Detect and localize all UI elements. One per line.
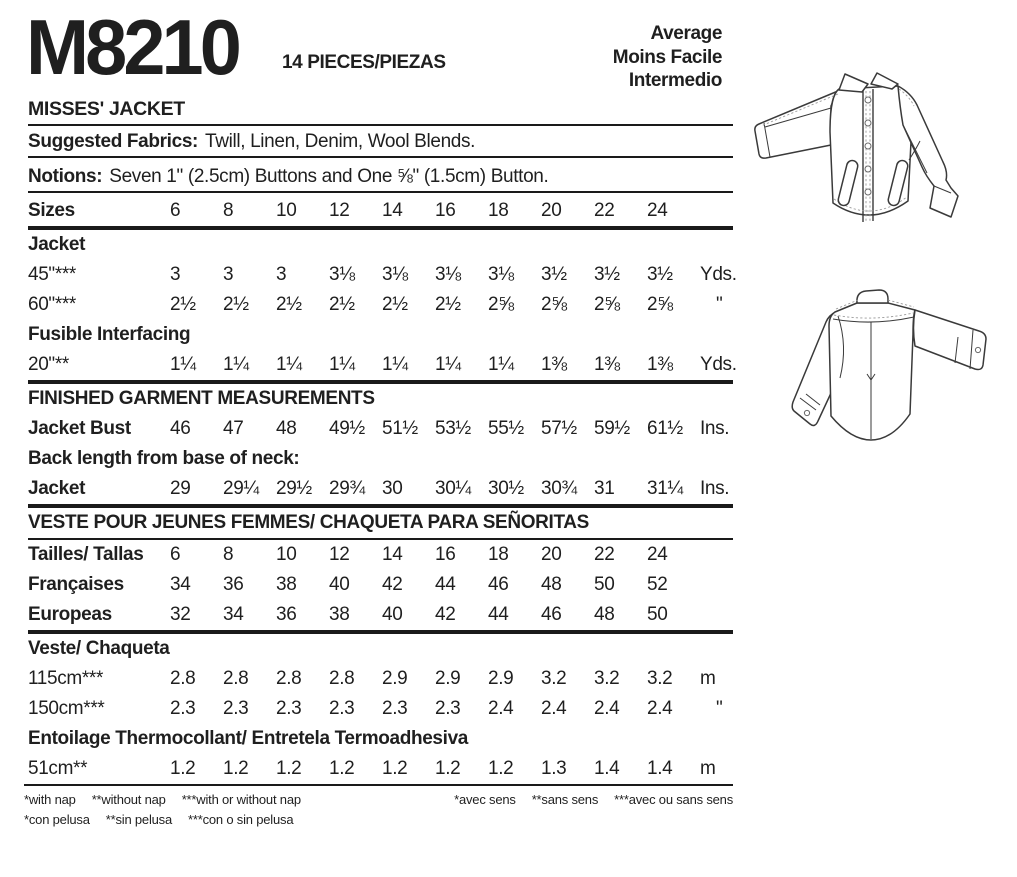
table-section-row <box>28 384 733 414</box>
table-row-label: 60"*** <box>28 294 76 315</box>
table-cell: 22 <box>594 200 615 221</box>
table-cell: 1.2 <box>170 758 196 779</box>
table-unit-cell: m <box>700 668 716 689</box>
table-data-row <box>28 350 737 384</box>
table-cell: 57½ <box>541 418 577 439</box>
table-cell: 6 <box>170 200 181 221</box>
table-cell: 36 <box>223 574 244 595</box>
table-data-row <box>28 600 733 634</box>
table-cell: 1¼ <box>382 354 408 375</box>
jacket-back-illustration <box>776 286 996 446</box>
table-cell: 1¼ <box>223 354 249 375</box>
table-cell: 3 <box>223 264 234 285</box>
table-cell: 30¼ <box>435 478 471 499</box>
table-cell: 52 <box>647 574 668 595</box>
table-cell: 40 <box>382 604 403 625</box>
table-cell: 3.2 <box>647 668 673 689</box>
table-section-row <box>28 320 733 350</box>
table-row-label: Tailles/ Tallas <box>28 544 144 565</box>
footnote-item: ***con o sin pelusa <box>188 812 294 827</box>
table-row-label: Jacket <box>28 478 86 499</box>
table-cell: 51½ <box>382 418 418 439</box>
notions-line <box>28 161 733 193</box>
table-cell: 2.8 <box>329 668 355 689</box>
table-cell: 2.3 <box>329 698 355 719</box>
table-cell: 1¼ <box>276 354 302 375</box>
table-row-label: 45"*** <box>28 264 76 285</box>
table-section-label: Entoilage Thermocollant/ Entretela Termoadhesiva <box>28 728 469 749</box>
table-row-label: 150cm*** <box>28 698 105 719</box>
table-cell: 47 <box>223 418 244 439</box>
table-unit-cell: m <box>700 758 716 779</box>
table-cell: 48 <box>276 418 297 439</box>
table-section-row <box>28 508 733 540</box>
size-table <box>28 196 737 784</box>
table-data-row <box>28 694 733 724</box>
table-cell: 1.2 <box>488 758 514 779</box>
table-cell: 2⅝ <box>594 294 620 315</box>
table-data-row <box>28 540 733 570</box>
table-section-row <box>28 444 733 474</box>
table-data-row <box>28 196 733 230</box>
fabrics-text: Twill, Linen, Denim, Wool Blends. <box>205 131 476 152</box>
table-cell: 29¾ <box>329 478 365 499</box>
table-cell: 49½ <box>329 418 365 439</box>
difficulty-line-en: Average <box>650 23 722 44</box>
table-data-row <box>28 570 733 600</box>
table-cell: 3½ <box>594 264 620 285</box>
footnote-item: *avec sens <box>454 792 516 807</box>
table-cell: 2.8 <box>170 668 196 689</box>
table-cell: 36 <box>276 604 297 625</box>
table-data-row <box>28 414 733 444</box>
table-cell: 3⅛ <box>382 264 408 285</box>
table-cell: 3 <box>276 264 287 285</box>
difficulty-rating <box>613 22 722 93</box>
table-cell: 10 <box>276 200 297 221</box>
table-cell: 1.2 <box>435 758 461 779</box>
table-cell: 1¼ <box>329 354 355 375</box>
table-cell: 48 <box>594 604 615 625</box>
table-cell: 24 <box>647 544 668 565</box>
table-section-label: Back length from base of neck: <box>28 448 300 469</box>
table-cell: 1.4 <box>647 758 673 779</box>
table-cell: 44 <box>488 604 509 625</box>
table-cell: 2⅝ <box>541 294 567 315</box>
table-cell: 1.3 <box>541 758 567 779</box>
footnote-item: *with nap <box>24 792 76 807</box>
table-cell: 2½ <box>223 294 249 315</box>
table-cell: 2.3 <box>435 698 461 719</box>
table-cell: 6 <box>170 544 181 565</box>
table-cell: 50 <box>594 574 615 595</box>
table-cell: 48 <box>541 574 562 595</box>
notions-text: Seven 1" (2.5cm) Buttons and One ⅝" (1.5cm) Button. <box>109 166 549 187</box>
table-cell: 2.3 <box>223 698 249 719</box>
table-section-row <box>28 230 733 260</box>
table-row-label: 20"** <box>28 354 69 375</box>
table-cell: 24 <box>647 200 668 221</box>
table-cell: 1⅜ <box>647 354 673 375</box>
table-row-label: 51cm** <box>28 758 88 779</box>
table-cell: 3 <box>170 264 181 285</box>
garment-title-line <box>28 94 733 126</box>
jacket-back-line-art-icon <box>776 286 996 446</box>
table-section-label: Fusible Interfacing <box>28 324 191 345</box>
difficulty-line-es: Intermedio <box>628 70 722 91</box>
footnote-item: **sans sens <box>531 792 599 807</box>
table-cell: 31¼ <box>647 478 683 499</box>
table-cell: 2½ <box>276 294 302 315</box>
table-cell: 22 <box>594 544 615 565</box>
table-cell: 42 <box>435 604 456 625</box>
table-unit-cell: Ins. <box>700 418 730 439</box>
table-row-label: 115cm*** <box>28 668 103 689</box>
pieces-count-label: 14 PIECES/PIEZAS <box>282 52 446 73</box>
pattern-number: M8210 <box>26 3 238 91</box>
table-cell: 2.3 <box>170 698 196 719</box>
table-cell: 18 <box>488 544 509 565</box>
table-cell: 61½ <box>647 418 683 439</box>
difficulty-line-fr: Moins Facile <box>612 46 722 68</box>
footnote-item: ***avec ou sans sens <box>614 792 733 807</box>
table-cell: 42 <box>382 574 403 595</box>
table-row-label: Sizes <box>28 200 75 221</box>
table-section-label: FINISHED GARMENT MEASUREMENTS <box>28 388 375 409</box>
table-cell: 29¼ <box>223 478 259 499</box>
table-cell: 1¼ <box>170 354 196 375</box>
table-cell: 2.4 <box>647 698 673 719</box>
table-section-row <box>28 724 733 754</box>
table-cell: 2⅝ <box>488 294 514 315</box>
table-row-label: Jacket Bust <box>28 418 131 439</box>
table-cell: 46 <box>488 574 509 595</box>
table-cell: 2.8 <box>223 668 249 689</box>
table-cell: 3½ <box>541 264 567 285</box>
table-cell: 34 <box>170 574 191 595</box>
table-cell: 30½ <box>488 478 524 499</box>
table-cell: 44 <box>435 574 456 595</box>
table-cell: 1.2 <box>329 758 355 779</box>
table-cell: 55½ <box>488 418 524 439</box>
table-cell: 14 <box>382 544 403 565</box>
table-cell: 38 <box>276 574 297 595</box>
table-section-label: Jacket <box>28 234 86 255</box>
fabrics-label: Suggested Fabrics: <box>28 131 199 152</box>
table-cell: 32 <box>170 604 191 625</box>
table-cell: 18 <box>488 200 509 221</box>
footnotes-english <box>24 790 301 810</box>
table-cell: 2½ <box>435 294 461 315</box>
table-cell: 3½ <box>647 264 673 285</box>
table-cell: 1⅜ <box>594 354 620 375</box>
footnotes-spanish <box>24 810 293 830</box>
table-data-row <box>28 474 733 508</box>
table-cell: 2½ <box>329 294 355 315</box>
table-section-row <box>28 634 733 664</box>
table-unit-cell: " <box>716 294 723 315</box>
table-cell: 3.2 <box>541 668 567 689</box>
table-cell: 14 <box>382 200 403 221</box>
table-section-label: Veste/ Chaqueta <box>28 638 170 659</box>
table-cell: 16 <box>435 200 456 221</box>
table-cell: 38 <box>329 604 350 625</box>
table-cell: 29 <box>170 478 191 499</box>
footnote-item: **sin pelusa <box>105 812 173 827</box>
table-cell: 2.4 <box>488 698 514 719</box>
table-cell: 10 <box>276 544 297 565</box>
table-cell: 2.8 <box>276 668 302 689</box>
notions-label: Notions: <box>28 166 103 187</box>
jacket-front-line-art-icon <box>742 70 966 230</box>
table-cell: 46 <box>170 418 191 439</box>
suggested-fabrics-line <box>28 129 733 158</box>
table-data-row <box>28 754 733 784</box>
table-cell: 16 <box>435 544 456 565</box>
footnotes <box>24 784 733 830</box>
table-cell: 30¾ <box>541 478 577 499</box>
table-cell: 34 <box>223 604 244 625</box>
table-cell: 20 <box>541 200 562 221</box>
table-unit-cell: " <box>716 698 723 719</box>
table-cell: 1.4 <box>594 758 620 779</box>
table-cell: 50 <box>647 604 668 625</box>
jacket-front-illustration <box>742 70 966 230</box>
table-cell: 8 <box>223 544 234 565</box>
table-data-row <box>28 290 733 320</box>
table-cell: 30 <box>382 478 403 499</box>
table-cell: 2⅝ <box>647 294 673 315</box>
table-cell: 29½ <box>276 478 312 499</box>
page-title: MISSES' JACKET <box>28 98 185 120</box>
table-unit-cell: Ins. <box>700 478 730 499</box>
footnote-item: **without nap <box>91 792 166 807</box>
footnote-item: ***with or without nap <box>181 792 301 807</box>
table-cell: 3.2 <box>594 668 620 689</box>
table-cell: 2½ <box>170 294 196 315</box>
table-cell: 2.9 <box>435 668 461 689</box>
table-section-label: VESTE POUR JEUNES FEMMES/ CHAQUETA PARA SEÑORITAS <box>28 512 590 533</box>
table-unit-cell: Yds. <box>700 354 737 375</box>
table-cell: 2.9 <box>488 668 514 689</box>
table-cell: 1¼ <box>488 354 514 375</box>
table-cell: 20 <box>541 544 562 565</box>
table-row-label: Françaises <box>28 574 124 595</box>
table-cell: 2.4 <box>594 698 620 719</box>
table-cell: 8 <box>223 200 234 221</box>
table-data-row <box>28 664 733 694</box>
footnote-item: *con pelusa <box>24 812 90 827</box>
table-cell: 3⅛ <box>435 264 461 285</box>
table-cell: 53½ <box>435 418 471 439</box>
table-cell: 2.3 <box>382 698 408 719</box>
table-data-row <box>28 260 737 290</box>
table-unit-cell: Yds. <box>700 264 737 285</box>
table-cell: 12 <box>329 200 350 221</box>
table-cell: 59½ <box>594 418 630 439</box>
footnotes-french <box>454 790 733 810</box>
table-cell: 12 <box>329 544 350 565</box>
table-cell: 1¼ <box>435 354 461 375</box>
table-cell: 2.3 <box>276 698 302 719</box>
table-cell: 3⅛ <box>329 264 355 285</box>
table-cell: 31 <box>594 478 615 499</box>
table-cell: 2½ <box>382 294 408 315</box>
table-cell: 1.2 <box>382 758 408 779</box>
table-cell: 1⅜ <box>541 354 567 375</box>
table-cell: 1.2 <box>276 758 302 779</box>
table-cell: 1.2 <box>223 758 249 779</box>
table-cell: 2.4 <box>541 698 567 719</box>
table-cell: 2.9 <box>382 668 408 689</box>
table-row-label: Europeas <box>28 604 112 625</box>
table-cell: 3⅛ <box>488 264 514 285</box>
table-cell: 40 <box>329 574 350 595</box>
table-cell: 46 <box>541 604 562 625</box>
